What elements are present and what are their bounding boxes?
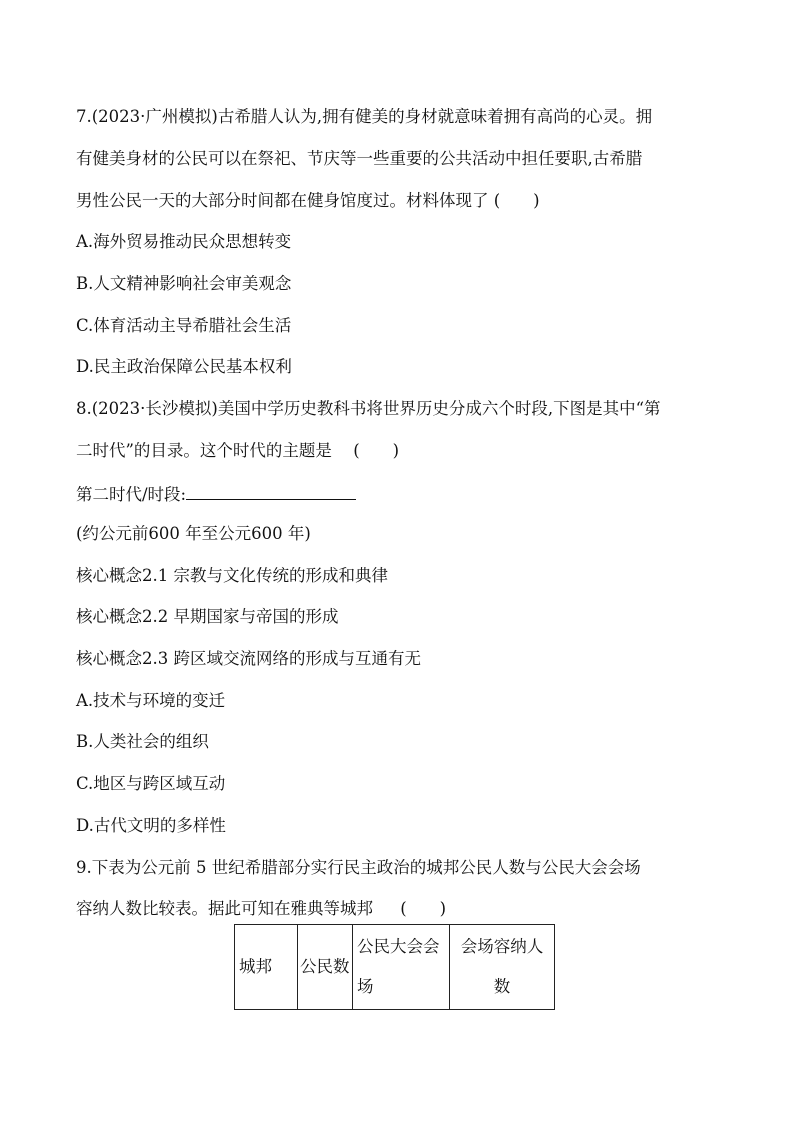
q8-era-label: 第二时代/时段: [76,485,187,504]
header-city-state: 城邦 [235,925,298,1010]
q8-concept-1: 核心概念2.1 宗教与文化传统的形成和典律 [76,566,388,585]
q8-era-blank [186,481,356,500]
q9-stem-line-1: 9.下表为公元前 5 世纪希腊部分实行民主政治的城邦公民人数与公民大会会场 [76,858,641,877]
q9-stem-line-2 [76,897,446,921]
header-citizen-count: 公民数 [298,925,353,1010]
q8-option-a: A.技术与环境的变迁 [76,691,226,710]
q8-era-heading [76,481,356,507]
q7-stem-text: 男性公民一天的大部分时间都在健身馆度过。材料体现了 [76,191,489,210]
q7-stem-line-2: 有健美身材的公民可以在祭祀、节庆等一些重要的公共活动中担任要职,古希腊 [76,149,643,168]
q9-stem-text: 容纳人数比较表。据此可知在雅典等城邦 [76,899,373,918]
header-assembly-venue: 公民大会会场 [353,925,450,1010]
q8-option-c: C.地区与跨区域互动 [76,774,226,793]
q7-option-c: C.体育活动主导希腊社会生活 [76,316,292,335]
q7-answer-paren: ( ) [493,191,540,210]
q8-stem-text: 二时代”的目录。这个时代的主题是 [76,441,332,460]
header-venue-capacity: 会场容纳人数 [450,925,555,1010]
q7-option-a: A.海外贸易推动民众思想转变 [76,232,292,251]
q8-concept-3: 核心概念2.3 跨区域交流网络的形成与互通有无 [76,649,421,668]
q8-stem-line-1: 8.(2023·长沙模拟)美国中学历史教科书将世界历史分成六个时段,下图是其中“第 [76,399,661,418]
q8-concept-2: 核心概念2.2 早期国家与帝国的形成 [76,607,339,626]
table-header-row [235,925,555,1010]
q7-stem-line-3 [76,189,540,213]
q8-option-d: D.古代文明的多样性 [76,816,226,835]
q8-answer-paren: ( ) [353,441,400,460]
comparison-table [234,924,555,1010]
q8-stem-line-2 [76,439,399,463]
q8-era-range: (约公元前600 年至公元600 年) [76,524,311,543]
q7-stem-line-1: 7.(2023·广州模拟)古希腊人认为,拥有健美的身材就意味着拥有高尚的心灵。拥 [76,107,653,126]
q7-option-b: B.人文精神影响社会审美观念 [76,274,292,293]
q7-option-d: D.民主政治保障公民基本权利 [76,357,292,376]
q9-answer-paren: ( ) [400,899,447,918]
q8-option-b: B.人类社会的组织 [76,732,209,751]
